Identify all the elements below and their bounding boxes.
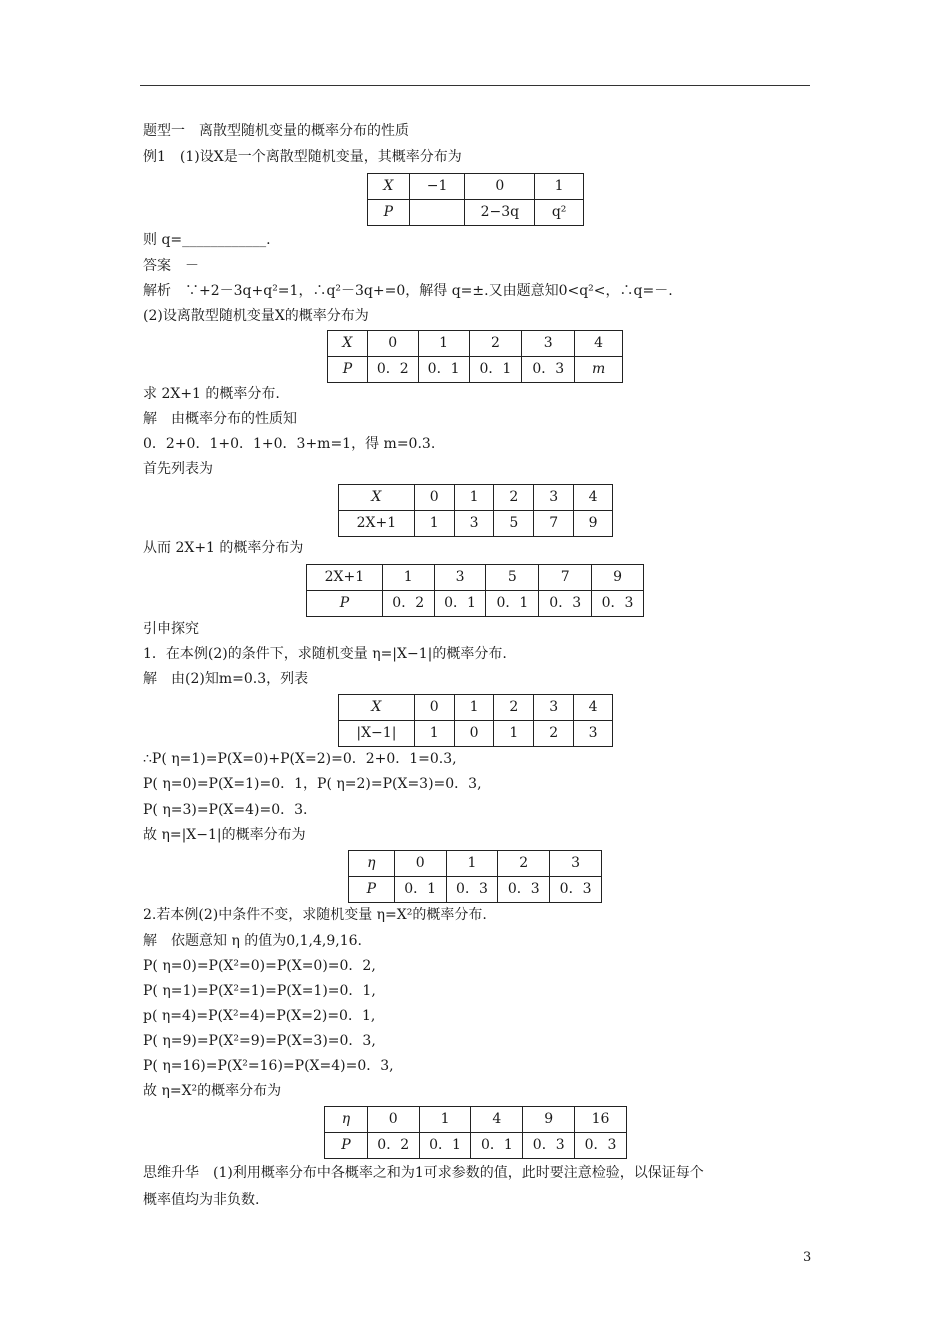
- probability-line: ∴P( η=1)=P(X=0)+P(X=2)=0．2+0．1=0.3,: [143, 751, 457, 767]
- table-cell: 0: [367, 331, 418, 357]
- table-cell: 9: [523, 1107, 575, 1133]
- table-cell: 0．3: [498, 877, 550, 903]
- table-cell: X: [328, 331, 368, 357]
- extension-question-1: 1．在本例(2)的条件下，求随机变量 η=|X−1|的概率分布.: [143, 646, 507, 662]
- header-rule: [140, 85, 810, 86]
- table-cell: 0．2: [367, 1133, 419, 1159]
- table-cell: 0: [465, 174, 535, 200]
- table-cell: 9: [592, 565, 644, 591]
- table-cell: P: [328, 357, 368, 383]
- table-row: [349, 877, 602, 903]
- table-cell: 1: [494, 721, 534, 747]
- table-cell: P: [325, 1133, 368, 1159]
- distribution-intro: 故 η=X²的概率分布为: [143, 1083, 282, 1099]
- table-cell: P: [368, 200, 410, 226]
- table-cell: 1: [382, 565, 434, 591]
- extension-solution-2: 解 依题意知 η 的值为0,1,4,9,16.: [143, 933, 362, 949]
- table-cell: 0．1: [419, 1133, 471, 1159]
- table-cell: m: [575, 357, 623, 383]
- table-row: [339, 485, 613, 511]
- page-number: 3: [803, 1250, 812, 1265]
- table-cell: 1: [414, 721, 454, 747]
- table-row: [339, 511, 613, 537]
- table-cell: 3: [534, 485, 574, 511]
- table-cell: q²: [535, 200, 584, 226]
- table-row: [307, 591, 644, 617]
- table-cell: 0．3: [539, 591, 592, 617]
- table-1: [367, 173, 584, 226]
- table-row: [368, 200, 584, 226]
- table-row: [349, 851, 602, 877]
- table-cell: 4: [575, 331, 623, 357]
- question-line: 求 2X+1 的概率分布.: [143, 386, 280, 402]
- probability-line: P( η=1)=P(X²=1)=P(X=1)=0．1,: [143, 983, 376, 999]
- table-row: [307, 565, 644, 591]
- probability-line: P( η=3)=P(X=4)=0．3.: [143, 802, 308, 818]
- table-cell: 1: [414, 511, 454, 537]
- table-5: [338, 694, 613, 747]
- table-cell: 0．3: [550, 877, 602, 903]
- table-cell: 3: [574, 721, 613, 747]
- table-cell: 0: [367, 1107, 419, 1133]
- table-cell: 4: [471, 1107, 523, 1133]
- extension-solution-1: 解 由(2)知m=0.3，列表: [143, 671, 309, 687]
- solution-line: 解 由概率分布的性质知: [143, 411, 297, 427]
- table-cell: X: [339, 695, 415, 721]
- table-cell: 3: [434, 565, 486, 591]
- table-6: [348, 850, 602, 903]
- table-cell: 0．1: [394, 877, 446, 903]
- table-cell: 4: [574, 485, 613, 511]
- table-cell: 2X+1: [307, 565, 383, 591]
- summary-line: 思维升华 (1)利用概率分布中各概率之和为1可求参数的值，此时要注意检验，以保证每个: [143, 1165, 704, 1181]
- table-cell: 2: [469, 331, 522, 357]
- table-cell: 5: [486, 565, 539, 591]
- probability-line: P( η=0)=P(X²=0)=P(X=0)=0．2,: [143, 958, 376, 974]
- table-cell: 2: [498, 851, 550, 877]
- table-row: [325, 1133, 627, 1159]
- table-cell: 0: [414, 695, 454, 721]
- table-cell: 7: [539, 565, 592, 591]
- distribution-intro: 故 η=|X−1|的概率分布为: [143, 827, 306, 843]
- table-cell: 3: [534, 695, 574, 721]
- table-row: [325, 1107, 627, 1133]
- table-cell: 1: [535, 174, 584, 200]
- table-cell: 0．3: [575, 1133, 627, 1159]
- table-row: [328, 357, 623, 383]
- table-cell: 1: [418, 331, 469, 357]
- blank-prompt: 则 q=____________.: [143, 232, 271, 248]
- table-cell: 9: [574, 511, 613, 537]
- table-7: [324, 1106, 627, 1159]
- table-cell: 0: [394, 851, 446, 877]
- table-cell: 0．3: [522, 357, 575, 383]
- table-cell: 3: [522, 331, 575, 357]
- part-2-intro: (2)设离散型随机变量X的概率分布为: [143, 308, 369, 324]
- table-cell: 3: [550, 851, 602, 877]
- table-cell: 0: [454, 721, 494, 747]
- table-cell: 16: [575, 1107, 627, 1133]
- table-4: [306, 564, 644, 617]
- answer-line: 答案 －: [143, 258, 199, 274]
- section-heading: 题型一 离散型随机变量的概率分布的性质: [143, 123, 409, 139]
- table-3: [338, 484, 613, 537]
- table-cell: 0．3: [523, 1133, 575, 1159]
- table-cell: 0．3: [446, 877, 498, 903]
- extension-question-2: 2.若本例(2)中条件不变，求随机变量 η=X²的概率分布.: [143, 907, 487, 923]
- table-row: [368, 174, 584, 200]
- table-cell: 0．2: [382, 591, 434, 617]
- table-cell: 2X+1: [339, 511, 415, 537]
- table-cell: 7: [534, 511, 574, 537]
- table-cell: 1: [454, 485, 494, 511]
- table-cell: |X−1|: [339, 721, 415, 747]
- table-cell: 3: [454, 511, 494, 537]
- table-cell: P: [307, 591, 383, 617]
- list-intro: 首先列表为: [143, 461, 213, 477]
- probability-line: P( η=0)=P(X=1)=0．1，P( η=2)=P(X=3)=0．3,: [143, 776, 482, 792]
- sum-equation: 0．2+0．1+0．1+0．3+m=1，得 m=0.3.: [143, 436, 436, 452]
- table-2: [327, 330, 623, 383]
- table-cell: 1: [419, 1107, 471, 1133]
- example-1-intro: 例1 (1)设X是一个离散型随机变量，其概率分布为: [143, 149, 462, 165]
- table-cell: 5: [494, 511, 534, 537]
- distribution-intro: 从而 2X+1 的概率分布为: [143, 540, 304, 556]
- extension-heading: 引申探究: [143, 621, 199, 637]
- table-cell: 0．1: [434, 591, 486, 617]
- table-cell: 4: [574, 695, 613, 721]
- table-cell: 2: [494, 695, 534, 721]
- table-row: [339, 721, 613, 747]
- table-cell: 0．1: [418, 357, 469, 383]
- table-cell: −1: [409, 174, 465, 200]
- table-cell: 1: [446, 851, 498, 877]
- table-cell: 0．2: [367, 357, 418, 383]
- table-row: [339, 695, 613, 721]
- analysis-line: 解析 ∵+2－3q+q²=1，∴q²－3q+=0，解得 q=±.又由题意知0<q²<，∴q=－.: [143, 283, 673, 299]
- probability-line: P( η=9)=P(X²=9)=P(X=3)=0．3,: [143, 1033, 376, 1049]
- table-cell: [409, 200, 465, 226]
- table-cell: P: [349, 877, 395, 903]
- table-cell: η: [349, 851, 395, 877]
- probability-line: P( η=16)=P(X²=16)=P(X=4)=0．3,: [143, 1058, 394, 1074]
- table-cell: 0: [414, 485, 454, 511]
- table-cell: 1: [454, 695, 494, 721]
- table-cell: 2: [494, 485, 534, 511]
- table-cell: 2−3q: [465, 200, 535, 226]
- table-cell: 0．1: [486, 591, 539, 617]
- table-cell: 0．1: [469, 357, 522, 383]
- summary-line: 概率值均为非负数.: [143, 1192, 260, 1208]
- table-cell: 2: [534, 721, 574, 747]
- table-cell: X: [368, 174, 410, 200]
- table-row: [328, 331, 623, 357]
- table-cell: η: [325, 1107, 368, 1133]
- table-cell: 0．1: [471, 1133, 523, 1159]
- table-cell: 0．3: [592, 591, 644, 617]
- probability-line: p( η=4)=P(X²=4)=P(X=2)=0．1,: [143, 1008, 376, 1024]
- table-cell: X: [339, 485, 415, 511]
